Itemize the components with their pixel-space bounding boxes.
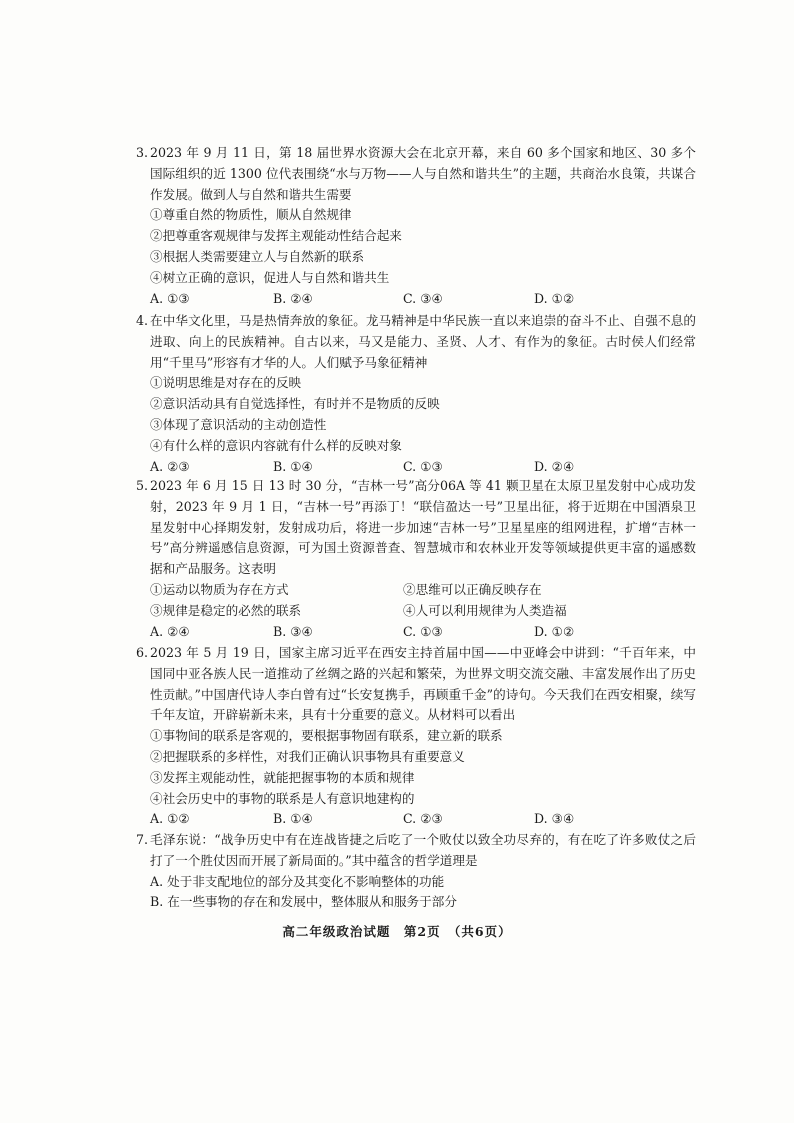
statement-3: ③体现了意识活动的主动创造性 (150, 416, 327, 432)
question-stem: 在中华文化里，马是热情奔放的象征。龙马精神是中华民族一直以来追崇的奋斗不止、自强不息的进取、向上的民族精神。自古以来，马又是能力、圣贤、人才、有作为的象征。古时侯人们经常用“千里马”形容有才华的人。人们赋予马象征精神 (150, 313, 696, 370)
choice-c: C. ③④ (403, 290, 443, 306)
question-number: 4. (136, 313, 149, 328)
question-stem: 2023 年 5 月 19 日，国家主席习近平在西安主持首届中国——中亚峰会中讲到：“千百年来，中国同中亚各族人民一道推动了丝绸之路的兴起和繁荣，为世界文明交流交融、丰富发展作出了历史性贡献。”中国唐代诗人李白曾有过“长安复携手，再顾重千金”的诗句。今天我们在西安相聚，续写千年友谊，开辟崭新未来，具有十分重要的意义。从材料可以看出 (150, 645, 696, 723)
question-5 (136, 476, 696, 643)
question-6 (136, 643, 696, 830)
choice-d: D. ②④ (534, 458, 575, 474)
statement-4: ④社会历史中的事物的联系是人有意识地建构的 (150, 790, 415, 806)
choice-a: A. ②④ (150, 623, 190, 639)
choice-a: A. ①② (150, 811, 190, 827)
choice-c: C. ①③ (403, 458, 443, 474)
statement-1: ①说明思维是对存在的反映 (150, 375, 302, 391)
question-number: 5. (136, 478, 149, 493)
choice-b: B. ①④ (273, 811, 313, 827)
choice-a: A. 处于非支配地位的部分及其变化不影响整体的功能 (150, 873, 445, 889)
answer-choices (150, 289, 696, 310)
choice-b: B. ①④ (273, 458, 313, 474)
question-number: 3. (136, 145, 149, 160)
statement-1: ①尊重自然的物质性，顺从自然规律 (150, 207, 352, 223)
statement-2: ②把尊重客观规律与发挥主观能动性结合起来 (150, 228, 402, 244)
choice-c: C. ①③ (403, 623, 443, 639)
question-stem: 2023 年 6 月 15 日 13 时 30 分，“吉林一号”高分06A 等 41 颗卫星在太原卫星发射中心成功发射，2023 年 9 月 1 日，“吉林一号”再添丁！“联信盈达一号”卫星出征，将于近期在中国酒泉卫星发射中心择期发射，发射成功后，将进一步加速“吉林一号”卫星星座的组网进程，扩增“吉林一号”高分辨遥感信息资源，可为国土资源普查、智慧城市和农林业开发等领域提供更丰富的遥感数据和产品服务。这表明 (150, 478, 696, 577)
statement-2: ②思维可以正确反映存在 (403, 581, 542, 597)
choice-a: A. ②③ (150, 458, 190, 474)
choice-d: D. ③④ (534, 811, 575, 827)
statement-4: ④人可以利用规律为人类造福 (403, 602, 567, 618)
statement-1: ①运动以物质为存在方式 (150, 581, 289, 597)
statement-row-2 (150, 601, 696, 622)
choice-d: D. ①② (534, 623, 575, 639)
question-7 (136, 830, 696, 913)
choice-b: B. ②④ (273, 290, 313, 306)
statement-2: ②把握联系的多样性，对我们正确认识事物具有重要意义 (150, 748, 465, 764)
choice-b: B. ③④ (273, 623, 313, 639)
question-number: 7. (136, 832, 149, 847)
answer-choices (150, 622, 696, 643)
question-3 (136, 143, 696, 310)
statement-3: ③规律是稳定的必然的联系 (150, 602, 302, 618)
choice-a: A. ①③ (150, 290, 190, 306)
statement-4: ④树立正确的意识，促进人与自然和谐共生 (150, 269, 390, 285)
statement-3: ③发挥主观能动性，就能把握事物的本质和规律 (150, 769, 415, 785)
choice-c: C. ②③ (403, 811, 443, 827)
answer-choices (150, 809, 696, 830)
question-stem: 毛泽东说：“战争历史中有在连战皆捷之后吃了一个败仗以致全功尽弃的，有在吃了许多败仗之后打了一个胜仗因而开展了新局面的。”其中蕴含的哲学道理是 (150, 832, 696, 868)
statement-row-1 (150, 580, 696, 601)
question-number: 6. (136, 645, 149, 660)
statement-4: ④有什么样的意识内容就有什么样的反映对象 (150, 437, 402, 453)
question-4 (136, 311, 696, 478)
statement-3: ③根据人类需要建立人与自然新的联系 (150, 248, 365, 264)
answer-choices (150, 457, 696, 478)
choice-b: B. 在一些事物的存在和发展中，整体服从和服务于部分 (150, 894, 457, 910)
page-footer: 高二年级政治试题 第2页 （共6页） (282, 924, 512, 939)
statement-1: ①事物间的联系是客观的，要根据事物固有联系，建立新的联系 (150, 728, 503, 744)
question-stem: 2023 年 9 月 11 日，第 18 届世界水资源大会在北京开幕，来自 60 多个国家和地区、30 多个国际组织的近 1300 位代表围绕“水与万物——人与自然和谐共生”的主题，共商治水良策，共谋合作发展。做到人与自然和谐共生需要 (150, 145, 696, 202)
statement-2: ②意识活动具有自觉选择性，有时并不是物质的反映 (150, 396, 440, 412)
choice-d: D. ①② (534, 290, 575, 306)
